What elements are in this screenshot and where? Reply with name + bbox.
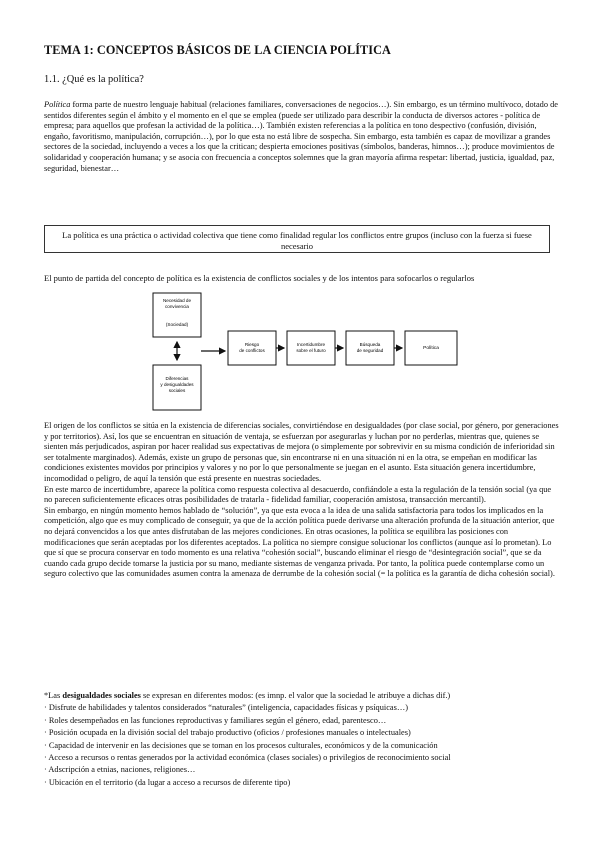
box-diferencias-line-1: Diferencias xyxy=(165,376,189,381)
heading-rest: se expresan en diferentes modos: (es imnp. el valor que la sociedad le atribuye a dichas dif.) xyxy=(140,691,451,700)
list-item: · Roles desempeñados en las funciones reproductivas y familiares según el género, edad, parentesco… xyxy=(44,715,387,725)
box-diferencias-line-3: sociales xyxy=(168,388,186,393)
section-heading: 1.1. ¿Qué es la política? xyxy=(44,74,144,85)
box-incertidumbre-line-2: sobre el futuro xyxy=(296,348,326,353)
box-busqueda-line-2: de seguridad xyxy=(356,348,384,353)
list-item: · Capacidad de intervenir en las decisiones que se toman en los procesos culturales, económicos y de la comunicación xyxy=(44,740,438,750)
lead-sentence: El punto de partida del concepto de política es la existencia de conflictos sociales y de los intentos para sofocarlos o regularlos xyxy=(44,273,475,283)
body-paragraph-2: En este marco de incertidumbre, aparece la política como respuesta colectiva al desacuerdo, confiándole a esta la regulación de la tensión social (ya que no parecen suficientemente eficaces otras posibilidades de tratarla - fidelidad familiar, cooperación amistosa, transacción mercantil). xyxy=(44,484,552,505)
intro-term: Política xyxy=(44,100,71,109)
intro-text: forma parte de nuestro lenguaje habitual (relaciones familiares, conversaciones de negocios…). Sin embargo, es un término multívoco, dotado de sentidos diferentes según el ámbito y el momento en el que se emplea (puede ser utilizado para describir la conducta de diversos actores - política de empresa; para aquellos que profesan la actividad de la política…). También existen referencias a la política en tono despectivo (confusión, división, engaño, favoritismo, manipulación, corrupción…), por lo que esta no está libre de sospecha. Sin embargo, esta también es capaz de movilizar a grandes sectores de la sociedad, incluyendo a veces a los que la critican; despierta emociones positivas (símbolos, banderas, himnos…); produce movimientos de solidaridad y cooperación humana; y se asocia con frecuencia a conceptos solemnes que la gran mayoría afirma respetar: libertad, justicia, igualdad, paz, seguridad, bienestar… xyxy=(44,100,558,173)
desigualdades-list xyxy=(44,690,564,789)
list-item: · Ubicación en el territorio (da lugar a acceso a recursos de diferente tipo) xyxy=(44,777,291,787)
body-text xyxy=(44,421,560,580)
list-item: · Acceso a recursos o rentas generados por la actividad económica (clases sociales) o privilegios de reconocimiento social xyxy=(44,753,451,763)
box-politica-label: Política xyxy=(423,346,439,351)
definition-box: La política es una práctica o actividad colectiva que tiene como finalidad regular los conflictos entre grupos (incluso con la fuerza si fuese necesario xyxy=(44,225,550,253)
box-convivencia-line-4: (Sociedad) xyxy=(165,322,189,327)
heading-term: desigualdades sociales xyxy=(62,691,141,700)
page-title: TEMA 1: CONCEPTOS BÁSICOS DE LA CIENCIA POLÍTICA xyxy=(44,43,391,57)
box-riesgo-line-1: Riesgo xyxy=(244,342,260,347)
box-riesgo-line-2: de conflictos xyxy=(239,348,265,353)
heading-prefix: *Las xyxy=(44,691,63,700)
box-convivencia-line-2: convivencia xyxy=(164,304,190,309)
list-item: · Disfrute de habilidades y talentos considerados “naturales” (inteligencia, capacidades físicas y psíquicas…) xyxy=(44,703,408,713)
list-item: · Posición ocupada en la división social del trabajo productivo (oficios / profesiones manuales o intelectuales) xyxy=(44,728,411,738)
list-item: · Adscripción a etnias, naciones, religiones… xyxy=(44,765,196,775)
conflict-diagram xyxy=(150,291,460,413)
desigualdades-heading xyxy=(44,690,564,702)
box-incertidumbre-line-1: Incertidumbre xyxy=(296,342,326,347)
body-paragraph-3: Sin embargo, en ningún momento hemos hablado de “solución”, ya que esta evoca a la idea de una salida satisfactoria para todos los implicados en la competición, algo que es muy complicado de conseguir, ya que de la acción política puede derivarse una alteración profunda de la situación anterior, que no dejará convencidos a los que antes disfrutaban de las mejores condiciones. En otras ocasiones, la política se equilibra las posiciones con modificaciones que serán aceptadas por los diferentes aceptados. La política no siempre consigue solucionar los conflictos (aunque así lo prometan). Lo que sí que se procura conservar en todo momento es una relativa “cohesión social”, buscando eliminar el riesgo de “desintegración social”, que se da cuando cada grupo decide tomarse la justicia por su mano, mediante sistemas de venganza privada. Por tanto, la política puede contemplarse como un seguro colectivo que las comunidades asumen contra la amenaza de derrumbe de la cohesión social (= la política es la garantía de dicha cohesión social). xyxy=(44,505,555,579)
box-convivencia-line-1: Necesidad de xyxy=(162,298,192,303)
box-diferencias-line-2: y desigualdades xyxy=(160,382,194,387)
box-busqueda-line-1: Búsqueda xyxy=(359,342,381,347)
intro-paragraph xyxy=(44,100,560,174)
body-paragraph-1: El origen de los conflictos se sitúa en la existencia de diferencias sociales, convirtiéndose en desigualdades (por clase social, por género, por generaciones y por territorios). Así, los que se encuentran en situación de ventaja, se esfuerzan por asegurarlas y luchan por no perderlas, mientras que, quienes se sienten más perjudicados, aspiran por hacer realidad sus expectativas de mejora (o simplemente por sobrevivir en su misma condición de inferioridad sin ser totalmente marginados). Además, existe un grupo de personas que, sin encontrarse ni en una situación ni en la otra, se empeñan en modificar las condiciones existentes movidos por principios y valores y no por lo que personalmente se juegan en el asunto. Esta situación genera incertidumbre, incomodidad o peligro, de aquí la tensión que está presente en nuestras sociedades. xyxy=(44,421,559,483)
